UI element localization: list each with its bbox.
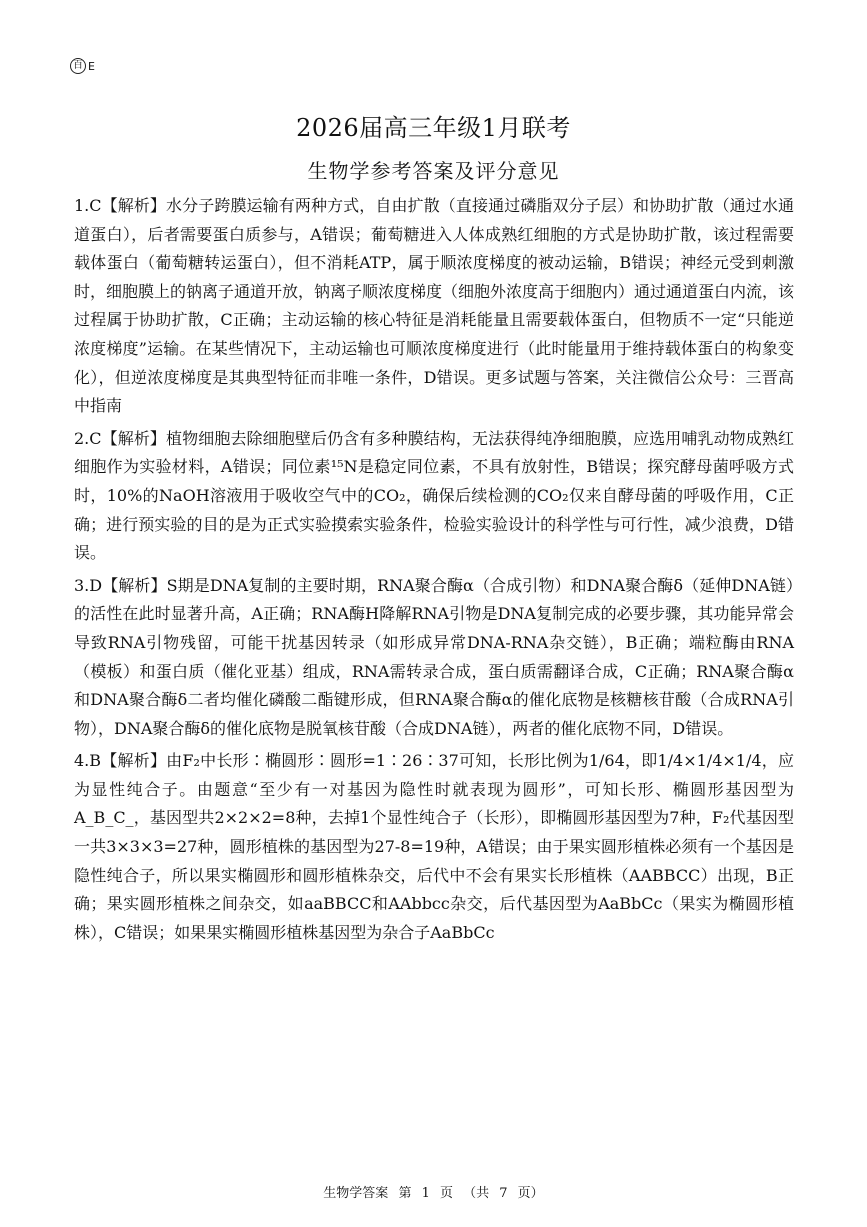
answer-item-1: 1.C【解析】水分子跨膜运输有两种方式，自由扩散（直接通过磷脂双分子层）和协助扩散（通过水通道蛋白），后者需要蛋白质参与，A错误；葡萄糖进入人体成熟红细胞的方式是协助扩散，该过程需要载体蛋白（葡萄糖转运蛋白），但不消耗ATP，属于顺浓度梯度的被动运输，B错误；神经元受到刺激时，细胞膜上的钠离子通道开放，钠离子顺浓度梯度（细胞外浓度高于细胞内）通过通道蛋白内流，该过程属于协助扩散，C正确；主动运输的核心特征是消耗能量且需要载体蛋白，但物质不一定“只能逆浓度梯度”运输。在某些情况下，主动运输也可顺浓度梯度进行（此时能量用于维持载体蛋白的构象变化），但逆浓度梯度是其典型特征而非唯一条件，D错误。更多试题与答案，关注微信公众号：三晋高中指南: [74, 196, 795, 416]
page-footer: [0, 1182, 867, 1201]
answer-item-4: 4.B【解析】由F₂中长形∶椭圆形∶圆形=1∶26∶37可知，长形比例为1/64，即1/4×1/4×1/4，应为显性纯合子。由题意“至少有一对基因为隐性时就表现为圆形”，可知长形、椭圆形基因型为A_B_C_，基因型共2×2×2=8种，去掉1个显性纯合子（长形），即椭圆形基因型为7种，F₂代基因型一共3×3×3=27种，圆形植株的基因型为27-8=19种，A错误；由于果实圆形植株必须有一个基因是隐性纯合子，所以果实椭圆形和圆形植株杂交，后代中不会有果实长形植株（AABBCC）出现，B正确；果实圆形植株之间杂交，如aaBBCC和AAbbcc杂交，后代基因型为AaBbCc（果实为椭圆形植株），C错误；如果果实椭圆形植株基因型为杂合子AaBbCc: [74, 751, 794, 942]
answer-item-3: 3.D【解析】S期是DNA复制的主要时期，RNA聚合酶α（合成引物）和DNA聚合酶δ（延伸DNA链）的活性在此时显著升高，A正确；RNA酶H降解RNA引物是DNA复制完成的必要步骤，其功能异常会导致RNA引物残留，可能干扰基因转录（如形成异常DNA-RNA杂交链），B正确；端粒酶由RNA（模板）和蛋白质（催化亚基）组成，RNA需转录合成，蛋白质需翻译合成，C正确；RNA聚合酶α和DNA聚合酶δ二者均催化磷酸二酯键形成，但RNA聚合酶α的催化底物是核糖核苷酸（合成RNA引物），DNA聚合酶δ的催化底物是脱氧核苷酸（合成DNA链），两者的催化底物不同，D错误。: [74, 575, 794, 738]
answer-body: [74, 192, 794, 951]
page-subtitle: 生物学参考答案及评分意见: [307, 159, 560, 183]
answer-item-2: 2.C【解析】植物细胞去除细胞壁后仍含有多种膜结构，无法获得纯净细胞膜，应选用哺乳动物成熟红细胞作为实验材料，A错误；同位素¹⁵N是稳定同位素，不具有放射性，B错误；探究酵母菌呼吸方式时，10%的NaOH溶液用于吸收空气中的CO₂，确保后续检测的CO₂仅来自酵母菌的呼吸作用，C正确；进行预实验的目的是为正式实验摸索实验条件，检验实验设计的科学性与可行性，减少浪费，D错误。: [74, 428, 794, 563]
corner-mark: [70, 58, 95, 74]
footer-page-number: 第 1 页: [398, 1186, 453, 1201]
footer-subject: 生物学答案: [323, 1186, 389, 1201]
corner-code: E: [88, 59, 95, 73]
page-title: 2026届高三年级1月联考: [296, 114, 571, 142]
footer-page-total: （共 7 页）: [463, 1186, 544, 1201]
circled-glyph-icon: 百: [70, 58, 86, 74]
